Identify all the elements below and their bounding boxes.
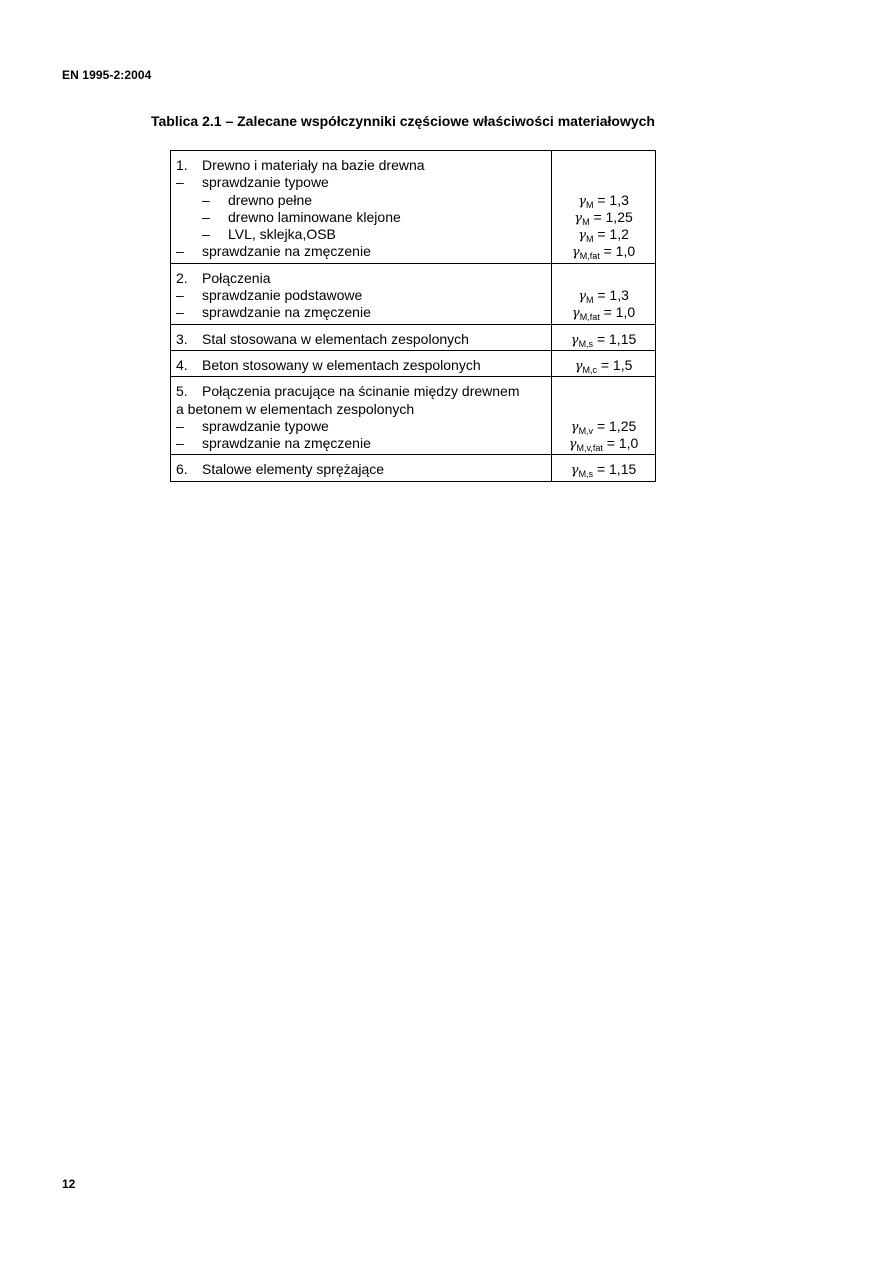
document-code: EN 1995-2:2004 bbox=[62, 68, 152, 82]
row-number: 3. bbox=[176, 330, 188, 347]
row-2-values bbox=[552, 263, 656, 324]
dash: – bbox=[202, 191, 210, 208]
factor-value: $\gamma_{M,c} = 1,5$ bbox=[574, 356, 633, 375]
check-label: sprawdzanie podstawowe bbox=[202, 287, 363, 304]
table-row bbox=[171, 350, 656, 376]
row-heading: Beton stosowany w elementach zespolonych bbox=[202, 356, 481, 373]
dash: – bbox=[202, 208, 210, 225]
dash: – bbox=[176, 304, 184, 321]
page-number: 12 bbox=[62, 1177, 76, 1191]
row-1-description bbox=[171, 151, 552, 264]
factor-value: $\gamma_{M,v,fat} = 1,0$ bbox=[568, 435, 639, 454]
factor-value: $\gamma_M = 1,25$ bbox=[574, 208, 633, 227]
row-heading: Połączenia pracujące na ścinanie między drewnem bbox=[202, 383, 520, 400]
row-number: 5. bbox=[176, 383, 188, 400]
row-3-description bbox=[171, 324, 552, 350]
table-row bbox=[171, 377, 656, 455]
factor-value: $\gamma_{M,fat} = 1,0$ bbox=[571, 243, 636, 262]
factor-value: $\gamma_{M,s} = 1,15$ bbox=[570, 330, 637, 349]
row-5-description bbox=[171, 377, 552, 455]
factor-value: $\gamma_M = 1,2$ bbox=[578, 226, 629, 245]
row-heading: Stalowe elementy sprężające bbox=[202, 461, 385, 478]
row-5-values bbox=[552, 377, 656, 455]
row-1-values bbox=[552, 151, 656, 264]
dash: – bbox=[176, 243, 184, 260]
table-row bbox=[171, 324, 656, 350]
row-4-description bbox=[171, 350, 552, 376]
check-label: sprawdzanie na zmęczenie bbox=[202, 304, 371, 321]
factor-value: $\gamma_M = 1,3$ bbox=[578, 191, 629, 210]
dash: – bbox=[202, 226, 210, 243]
row-3-values bbox=[552, 324, 656, 350]
factor-value: $\gamma_{M,v} = 1,25$ bbox=[570, 417, 637, 436]
table-row bbox=[171, 151, 656, 264]
dash: – bbox=[176, 435, 184, 452]
dash: – bbox=[176, 417, 184, 434]
row-number: 6. bbox=[176, 461, 188, 478]
row-number: 2. bbox=[176, 269, 188, 286]
check-label: sprawdzanie typowe bbox=[202, 174, 329, 191]
factor-value: $\gamma_M = 1,3$ bbox=[578, 287, 629, 306]
item-label: LVL, sklejka,OSB bbox=[228, 226, 336, 243]
check-label: sprawdzanie na zmęczenie bbox=[202, 435, 371, 452]
row-6-description bbox=[171, 455, 552, 481]
table-row bbox=[171, 263, 656, 324]
factor-value: $\gamma_{M,fat} = 1,0$ bbox=[571, 304, 636, 323]
dash: – bbox=[176, 287, 184, 304]
row-number: 1. bbox=[176, 157, 188, 173]
dash: – bbox=[176, 174, 184, 191]
row-4-values bbox=[552, 350, 656, 376]
factor-value: $\gamma_{M,s} = 1,15$ bbox=[570, 461, 637, 480]
row-number: 4. bbox=[176, 356, 188, 373]
table-title: Tablica 2.1 – Zalecane współczynniki częściowe właściwości materiałowych bbox=[151, 113, 655, 129]
table-row bbox=[171, 455, 656, 481]
row-6-values bbox=[552, 455, 656, 481]
check-label: sprawdzanie typowe bbox=[202, 417, 329, 434]
row-2-description bbox=[171, 263, 552, 324]
item-label: drewno laminowane klejone bbox=[228, 208, 401, 225]
item-label: drewno pełne bbox=[228, 191, 313, 208]
row-heading: Połączenia bbox=[202, 269, 271, 286]
partial-factors-table bbox=[170, 150, 656, 482]
row-heading-continuation: a betonem w elementach zespolonych bbox=[176, 400, 415, 417]
row-heading: Stal stosowana w elementach zespolonych bbox=[202, 330, 469, 347]
row-heading: Drewno i materiały na bazie drewna bbox=[202, 157, 425, 173]
check-label: sprawdzanie na zmęczenie bbox=[202, 243, 371, 260]
